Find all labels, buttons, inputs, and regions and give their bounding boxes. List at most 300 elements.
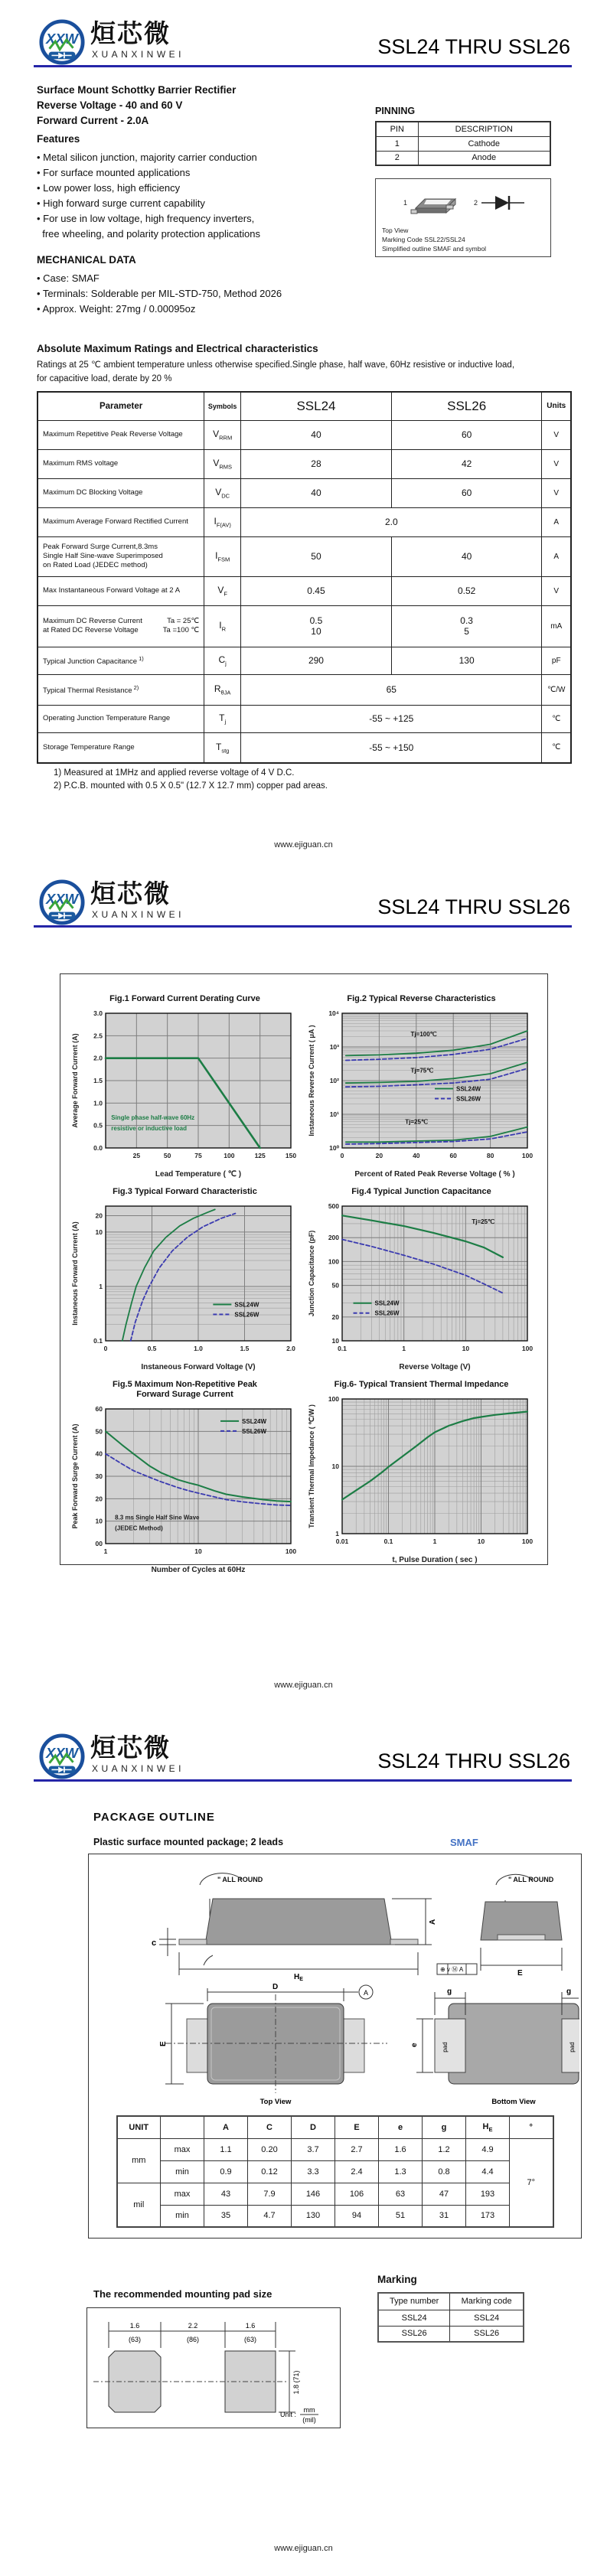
value-line: 42 <box>461 458 472 469</box>
x-tick-label: 50 <box>163 1152 171 1159</box>
parameter-cell <box>38 705 204 732</box>
pad-unit-mil: (mil) <box>302 2416 316 2424</box>
marking-cell: SSL24 <box>450 2310 524 2326</box>
unit-cell: A <box>542 507 571 536</box>
dim-value-cell: 4.4 <box>466 2160 510 2183</box>
parameter-line: Maximum Average Forward Rectified Current <box>43 517 188 526</box>
pad-dim-w2-mil: (63) <box>243 2336 257 2343</box>
y-axis-label: Instaneous Forward Current (A) <box>70 1221 79 1325</box>
x-tick-label: 75 <box>194 1152 202 1159</box>
symbol-subscript: F(AV) <box>216 521 231 529</box>
product-description <box>37 83 236 129</box>
package-drawing-box <box>88 1854 582 2239</box>
mounting-pad-box <box>86 2307 341 2428</box>
allround-note: " ALL ROUND <box>217 1876 263 1883</box>
page-header <box>34 1733 572 1782</box>
symbol-subscript: θJA <box>220 689 231 696</box>
fig1-plot <box>70 1007 301 1180</box>
symbol-subscript: RMS <box>219 463 232 471</box>
desc-line: Forward Current - 2.0A <box>37 115 149 126</box>
dim-HE-label: $H_E$ <box>294 1973 303 1982</box>
package-name: SMAF <box>450 1837 478 1848</box>
datasheet-page-2 <box>0 872 607 1722</box>
ratings-header-parameter: Parameter <box>38 392 204 420</box>
marking-header-row <box>378 2293 524 2310</box>
x-tick-label: 1.0 <box>193 1345 203 1352</box>
value-line: 2.0 <box>384 517 398 527</box>
company-logo <box>38 1733 184 1780</box>
dim-value-cell: 7.9 <box>248 2183 292 2205</box>
pinning-title: PINNING <box>375 106 416 116</box>
dim-header-col: C <box>248 2116 292 2138</box>
value-cell <box>241 732 542 763</box>
parameter-line: Single Half Sine-wave Superimposed <box>43 552 163 560</box>
dim-minmax-cell: min <box>161 2205 204 2227</box>
y-tick-label: 0.1 <box>93 1337 103 1345</box>
figure-cell-fig6 <box>303 1380 540 1573</box>
x-tick-label: 1 <box>103 1547 107 1555</box>
figure-title <box>303 1187 540 1197</box>
pinning-row <box>376 136 550 151</box>
feature-item: • Metal silicon junction, majority carrier conduction <box>37 152 257 163</box>
chart-annotation: Tj=75℃ <box>410 1067 433 1074</box>
fig5-plot <box>70 1403 301 1576</box>
dim-E-label: E <box>159 2041 168 2046</box>
feature-item: • High forward surge current capability <box>37 197 205 209</box>
dim-value-cell: 51 <box>379 2205 423 2227</box>
datasheet-page-3 <box>0 1722 607 2576</box>
pin-number-cell: 2 <box>376 151 418 165</box>
x-tick-label: 0 <box>340 1152 344 1159</box>
parameter-line: Maximum Repetitive Peak Reverse Voltage <box>43 430 183 439</box>
value-line: -55 ~ +150 <box>369 742 414 753</box>
value-line: 40 <box>311 429 321 440</box>
mechanical-data-item: • Terminals: Solderable per MIL-STD-750, Method 2026 <box>37 288 282 299</box>
dim-unit-cell: mil <box>117 2183 161 2227</box>
figure-title-line: Fig.4 Typical Junction Capacitance <box>351 1187 491 1196</box>
y-tick-label: 200 <box>328 1234 339 1242</box>
y-tick-label: 10⁴ <box>328 1009 339 1017</box>
value-line: 65 <box>386 684 397 695</box>
y-tick-label: 3.0 <box>93 1009 103 1017</box>
dim-value-cell: 2.7 <box>335 2138 379 2160</box>
dim-value-cell: 4.9 <box>466 2138 510 2160</box>
dim-minmax-cell: max <box>161 2138 204 2160</box>
pin-description-cell: Anode <box>418 151 550 165</box>
ratings-section <box>37 343 572 764</box>
x-tick-label: 125 <box>254 1152 266 1159</box>
x-tick-label: 100 <box>521 1152 533 1159</box>
thumb-caption: Simplified outline SMAF and symbol <box>382 245 487 253</box>
x-axis-label: Percent of Rated Peak Reverse Voltage ( % ) <box>354 1170 515 1179</box>
package-outline-subtitle: Plastic surface mounted package; 2 leads <box>93 1837 284 1847</box>
pad-dim-w1-mil: (63) <box>128 2336 142 2343</box>
figure-title <box>67 994 303 1004</box>
dim-value-cell: 0.9 <box>204 2160 248 2183</box>
footnotes <box>54 767 328 793</box>
y-axis-label: Transient Thermal Impedance ( ℃/W ) <box>307 1404 315 1528</box>
dim-value-cell: 1.3 <box>379 2160 423 2183</box>
y-tick-label: 60 <box>95 1405 103 1413</box>
value-cell <box>241 507 542 536</box>
figure-cell-fig4 <box>303 1187 540 1380</box>
figure-grid <box>67 994 541 1573</box>
package-outline-title: PACKAGE OUTLINE <box>93 1811 215 1824</box>
y-tick-label: 0.0 <box>93 1144 103 1152</box>
ratings-row <box>38 449 571 478</box>
marking-section <box>377 2274 524 2343</box>
dim-g-label: g <box>447 1987 452 1996</box>
top-view-caption: Top View <box>259 2098 292 2106</box>
features-title: Features <box>37 133 80 145</box>
features-section <box>37 132 366 317</box>
parameter-condition: Ta = 25℃ <box>167 617 200 625</box>
dim-header-col: D <box>292 2116 335 2138</box>
y-axis-label: Peak Forward Surge Current (A) <box>70 1423 79 1529</box>
x-tick-label: 25 <box>132 1152 140 1159</box>
bottom-view-caption: Bottom View <box>491 2098 536 2106</box>
pad-unit-label: Unit : <box>280 2411 297 2418</box>
unit-cell: V <box>542 449 571 478</box>
dim-header-col: E <box>335 2116 379 2138</box>
dim-value-cell: 130 <box>292 2205 335 2227</box>
features-list <box>37 150 366 242</box>
thumb-caption: Top View <box>382 227 409 234</box>
chart-annotation: Single phase half-wave 60Hz <box>110 1114 194 1122</box>
feature-item: • For use in low voltage, high frequency inverters, <box>37 213 255 224</box>
allround-note: " ALL ROUND <box>508 1876 554 1883</box>
y-tick-label: 20 <box>95 1211 103 1220</box>
value-cell <box>391 420 542 449</box>
dimension-table <box>116 2115 554 2228</box>
symbol-subscript: stg <box>221 746 230 754</box>
value-line: 60 <box>461 487 472 498</box>
y-tick-label: 1 <box>98 1282 103 1290</box>
y-axis-label: Instaneous Reverse Current ( μA ) <box>307 1025 315 1136</box>
parameter-cell <box>38 507 204 536</box>
value-line: 0.52 <box>457 585 476 596</box>
value-line: 0.45 <box>307 585 325 596</box>
fig3-plot <box>70 1200 301 1373</box>
dim-header-col: g <box>423 2116 466 2138</box>
dim-E-label: E <box>517 1969 523 1978</box>
legend-entry: SSL26W <box>374 1309 400 1317</box>
ratings-header-ssl26: SSL26 <box>391 392 542 420</box>
value-cell <box>391 478 542 507</box>
footnote-line: 1) Measured at 1MHz and applied reverse voltage of 4 V D.C. <box>54 768 295 778</box>
dim-value-cell: 4.7 <box>248 2205 292 2227</box>
dim-value-cell: 63 <box>379 2183 423 2205</box>
company-name-en: XUANXINWEI <box>92 909 185 920</box>
dim-header-col: e <box>379 2116 423 2138</box>
characteristic-curves-box <box>60 973 548 1574</box>
ratings-row <box>38 732 571 763</box>
parameter-line: on Rated Load (JEDEC method) <box>43 561 148 569</box>
value-cell <box>241 478 392 507</box>
chart-annotation: Tj=25℃ <box>404 1118 428 1126</box>
ratings-header-row <box>38 392 571 420</box>
parameter-line <box>43 626 199 635</box>
logo-mark-text: XXW <box>46 30 78 47</box>
legend-entry: SSL26W <box>241 1427 266 1435</box>
dim-g-label: g <box>566 1987 572 1996</box>
symbol-cell: $V_F$ <box>204 576 241 605</box>
unit-cell: ℃ <box>542 732 571 763</box>
dim-row <box>117 2183 553 2205</box>
footer-url: www.ejiguan.cn <box>274 2544 333 2553</box>
figure-title-line: Forward Surage Current <box>136 1390 233 1399</box>
symbol-cell: $T_j$ <box>204 705 241 732</box>
x-tick-label: 1 <box>401 1345 406 1352</box>
x-tick-label: 0 <box>103 1345 107 1352</box>
parameter-text: Maximum DC Reverse Current <box>43 617 142 625</box>
y-tick-label: 20 <box>95 1495 103 1503</box>
value-cell <box>391 449 542 478</box>
dim-minmax-cell: max <box>161 2183 204 2205</box>
marking-header-cell: Marking code <box>450 2293 524 2310</box>
feature-item: • For surface mounted applications <box>37 167 191 178</box>
symbol-cell: $V_{RRM}$ <box>204 420 241 449</box>
dim-value-cell: 0.8 <box>423 2160 466 2183</box>
logo-emblem-icon <box>38 18 86 66</box>
x-axis-label: Instaneous Forward Voltage (V) <box>140 1363 256 1371</box>
x-tick-label: 10 <box>477 1537 485 1545</box>
parameter-line <box>43 617 199 626</box>
x-tick-label: 0.1 <box>383 1537 393 1545</box>
footer-url: www.ejiguan.cn <box>274 840 333 849</box>
ratings-subtitle <box>37 358 572 386</box>
legend-entry: SSL24W <box>455 1085 481 1093</box>
parameter-cell <box>38 449 204 478</box>
parameter-line: Maximum RMS voltage <box>43 459 119 468</box>
parameter-note-ref: 2) <box>132 683 139 691</box>
unit-cell: pF <box>542 647 571 674</box>
x-tick-label: 1 <box>432 1537 436 1545</box>
parameter-cell <box>38 605 204 647</box>
logo-mark-text: XXW <box>46 1744 78 1761</box>
x-tick-label: 100 <box>285 1547 296 1555</box>
value-cell <box>241 705 542 732</box>
value-cell <box>391 647 542 674</box>
dim-value-cell: 3.3 <box>292 2160 335 2183</box>
dim-value-cell: 1.2 <box>423 2138 466 2160</box>
unit-cell: V <box>542 576 571 605</box>
pad-dim-h: 1.8 (71) <box>292 2370 300 2395</box>
desc-line: Surface Mount Schottky Barrier Rectifier <box>37 84 237 96</box>
footnote-line: 2) P.C.B. mounted with 0.5 X 0.5" (12.7 X 12.7 mm) copper pad areas. <box>54 781 328 791</box>
pad-label: pad <box>442 2042 449 2053</box>
page-header <box>34 18 572 67</box>
feature-item: free wheeling, and polarity protection applications <box>37 228 260 240</box>
parameter-line: Peak Forward Surge Current,8.3ms <box>43 543 158 551</box>
pad-unit-mm: mm <box>303 2406 315 2414</box>
marking-row <box>378 2326 524 2342</box>
dim-value-cell: 1.6 <box>379 2138 423 2160</box>
marking-table <box>377 2292 524 2343</box>
x-tick-label: 20 <box>375 1152 383 1159</box>
dim-value-cell: 146 <box>292 2183 335 2205</box>
x-tick-label: 40 <box>412 1152 420 1159</box>
dim-value-cell: 31 <box>423 2205 466 2227</box>
dim-value-cell: 2.4 <box>335 2160 379 2183</box>
value-line: 0.3 <box>460 615 473 626</box>
dim-header-row <box>117 2116 553 2138</box>
logo-mark-text: XXW <box>46 890 78 907</box>
parameter-condition: Ta =100 ℃ <box>162 626 200 634</box>
symbol-cell: $I_{F(AV)}$ <box>204 507 241 536</box>
dim-value-cell: 173 <box>466 2205 510 2227</box>
value-cell <box>391 536 542 576</box>
x-axis-label: Reverse Voltage (V) <box>398 1363 471 1371</box>
parameter-line: Typical Thermal Resistance $^{2)}$ <box>43 683 139 696</box>
y-tick-label: 10 <box>331 1462 339 1470</box>
y-tick-label: 10 <box>95 1517 103 1525</box>
symbol-cell: $T_{stg}$ <box>204 732 241 763</box>
y-tick-label: 2.5 <box>93 1032 103 1040</box>
value-cell <box>241 449 392 478</box>
pad-dim-gap-mil: (86) <box>186 2336 200 2343</box>
marking-header-cell: Type number <box>378 2293 450 2310</box>
footer-url: www.ejiguan.cn <box>274 1681 333 1690</box>
package-outline-icon <box>382 182 544 222</box>
value-cell <box>241 420 392 449</box>
datum-frame: ⊕ v Ⓜ A <box>440 1966 464 1973</box>
ratings-row <box>38 576 571 605</box>
parameter-cell <box>38 478 204 507</box>
value-line: -55 ~ +125 <box>369 713 414 724</box>
value-line: 28 <box>311 458 321 469</box>
dim-header-col: A <box>204 2116 248 2138</box>
x-tick-label: 100 <box>223 1152 234 1159</box>
page-header <box>34 879 572 928</box>
parameter-cell <box>38 536 204 576</box>
feature-item: • Low power loss, high efficiency <box>37 182 181 194</box>
value-line: 130 <box>459 655 475 666</box>
chart-annotation: Tj=100℃ <box>410 1030 437 1038</box>
x-tick-label: 80 <box>486 1152 494 1159</box>
unit-cell: mA <box>542 605 571 647</box>
fig2-plot <box>306 1007 537 1180</box>
marking-cell: SSL24 <box>378 2310 450 2326</box>
company-name-cn: 烜芯微 <box>90 879 171 908</box>
ratings-title: Absolute Maximum Ratings and Electrical characteristics <box>37 343 318 354</box>
x-axis-label: t, Pulse Duration ( sec ) <box>391 1556 478 1564</box>
y-tick-label: 10² <box>329 1077 339 1084</box>
mechanical-data-list <box>37 271 366 317</box>
symbol-cell: $I_{FSM}$ <box>204 536 241 576</box>
y-axis-label: Average Forward Current (A) <box>70 1033 79 1128</box>
x-tick-label: 150 <box>285 1152 296 1159</box>
value-line: 5 <box>464 626 469 637</box>
parameter-text: at Rated DC Reverse Voltage <box>43 626 139 634</box>
value-cell <box>241 647 392 674</box>
fig4-plot <box>306 1200 537 1373</box>
symbol-cell: $I_R$ <box>204 605 241 647</box>
pinning-header-cell: PIN <box>376 122 418 136</box>
y-tick-label: 10⁰ <box>328 1144 339 1152</box>
symbol-subscript: F <box>224 590 227 598</box>
company-name-cn: 烜芯微 <box>90 19 171 47</box>
ratings-row <box>38 536 571 576</box>
y-tick-label: 50 <box>331 1281 339 1290</box>
figure-title-line: Fig.3 Typical Forward Characteristic <box>113 1187 257 1196</box>
legend-entry: SSL24W <box>374 1299 400 1307</box>
chart-annotation: Tj=25℃ <box>471 1218 494 1225</box>
y-tick-label: 40 <box>95 1449 103 1458</box>
company-name-cn: 烜芯微 <box>90 1733 171 1762</box>
y-tick-label: 30 <box>95 1472 103 1480</box>
dim-value-cell: 43 <box>204 2183 248 2205</box>
ratings-row <box>38 674 571 705</box>
y-tick-label: 500 <box>328 1202 339 1210</box>
dim-c-label: c <box>152 1939 157 1948</box>
ratings-header-ssl24: SSL24 <box>241 392 392 420</box>
dim-A-label: A <box>429 1919 437 1925</box>
pin-number-cell: 1 <box>376 136 418 151</box>
value-line: 60 <box>461 429 472 440</box>
ratings-header-symbols: Symbols <box>204 392 241 420</box>
parameter-cell <box>38 647 204 674</box>
pin1-label: 1 <box>403 199 408 207</box>
y-tick-label: 2.0 <box>93 1054 103 1062</box>
chart-annotation: (JEDEC Method) <box>114 1524 163 1532</box>
pinning-section <box>375 106 553 257</box>
x-axis-label: Lead Temperature ( ℃ ) <box>155 1170 241 1179</box>
dim-header-blank <box>161 2116 204 2138</box>
symbol-subscript: FSM <box>217 556 230 563</box>
value-cell <box>241 536 392 576</box>
pad-label: pad <box>569 2042 576 2053</box>
value-cell <box>241 605 392 647</box>
fig6-plot <box>306 1393 537 1566</box>
pinning-row <box>376 151 550 165</box>
figure-title <box>303 994 540 1004</box>
value-line: 290 <box>308 655 324 666</box>
parameter-line: Operating Junction Temperature Range <box>43 714 171 722</box>
y-tick-label: 20 <box>331 1312 339 1321</box>
company-name-en: XUANXINWEI <box>92 1763 185 1774</box>
pinning-header-row <box>376 122 550 136</box>
chart-annotation: resistive or inductive load <box>110 1125 187 1133</box>
parameter-line: Typical Junction Capacitance $^{1)}$ <box>43 654 144 667</box>
figure-title <box>67 1380 303 1400</box>
legend-entry: SSL24W <box>241 1417 266 1425</box>
parameter-line: Maximum DC Blocking Voltage <box>43 488 143 497</box>
x-tick-label: 10 <box>194 1547 202 1555</box>
symbol-cell: $V_{RMS}$ <box>204 449 241 478</box>
dim-value-cell: 47 <box>423 2183 466 2205</box>
pinning-header-cell: DESCRIPTION <box>418 122 550 136</box>
y-tick-label: 50 <box>95 1427 103 1436</box>
part-number-title: SSL24 THRU SSL26 <box>377 35 570 58</box>
dim-row <box>117 2138 553 2160</box>
figure-title-line: Fig.2 Typical Reverse Characteristics <box>347 994 496 1003</box>
dim-header-sub: E <box>488 2125 493 2133</box>
dim-value-cell: 35 <box>204 2205 248 2227</box>
x-tick-label: 1.5 <box>240 1345 249 1352</box>
unit-cell: V <box>542 478 571 507</box>
x-tick-label: 0.5 <box>147 1345 156 1352</box>
marking-row <box>378 2310 524 2326</box>
figure-cell-fig1 <box>67 994 303 1187</box>
mounting-pad-title: The recommended mounting pad size <box>93 2288 272 2300</box>
marking-title: Marking <box>377 2274 417 2285</box>
y-tick-label: 100 <box>328 1395 339 1403</box>
ratings-row <box>38 420 571 449</box>
parameter-note-ref: 1) <box>137 654 144 662</box>
desc-line: Reverse Voltage - 40 and 60 V <box>37 99 183 111</box>
dim-value-cell: 1.1 <box>204 2138 248 2160</box>
